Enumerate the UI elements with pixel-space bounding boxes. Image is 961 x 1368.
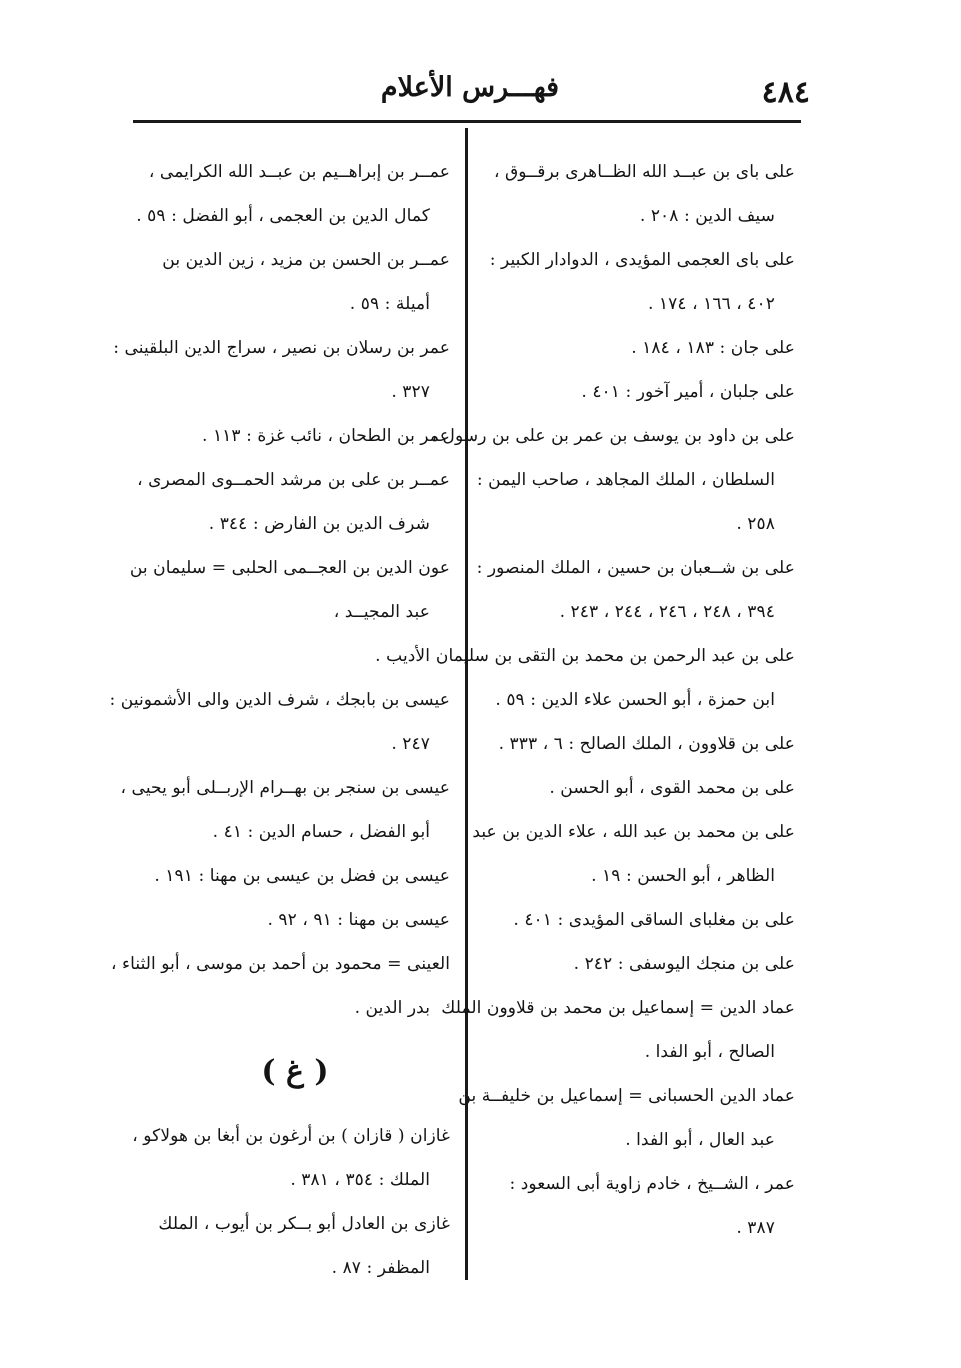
entry-continuation: شرف الدين بن الفارض : ٣٤٤ . — [208, 514, 430, 534]
index-entry — [129, 546, 450, 678]
right-column — [431, 150, 795, 1250]
page-number: ٤٨٤ — [761, 75, 810, 110]
index-entry — [495, 942, 795, 986]
index-entry — [495, 898, 795, 942]
index-entry — [120, 766, 450, 854]
entry-continuation: عبد العال ، أبو الفدا . — [625, 1130, 775, 1150]
index-entry — [431, 414, 795, 546]
entry-name: عماد الدين = إسماعيل بن محمد بن قلاوون الملك — [441, 998, 795, 1018]
entry-continuation: سيف الدين : ٢٠٨ . — [639, 206, 775, 226]
index-entry — [132, 1114, 450, 1202]
entry-name: عيسى بن بابجك ، شرف الدين والى الأشمونين : — [109, 690, 450, 710]
entry-continuation: أميلة : ٥٩ . — [349, 294, 430, 314]
entry-name: عمر بن الطحان ، نائب غزة : ١١٣ . — [202, 426, 450, 446]
index-entry — [140, 854, 450, 898]
entry-name: غازى بن العادل أبو بــكر بن أيوب ، الملك — [158, 1214, 450, 1234]
index-entry — [472, 810, 795, 898]
entry-name: على بن مغلباى الساقى المؤيدى : ٤٠١ . — [513, 910, 795, 930]
index-entry — [111, 942, 450, 1030]
index-entry — [495, 1162, 795, 1250]
entry-continuation: السلطان ، الملك المجاهد ، صاحب اليمن : — [476, 470, 775, 490]
index-entry — [495, 766, 795, 810]
entry-name: عون الدين بن العجــمى الحلبى = سليمان بن — [129, 558, 450, 578]
index-entry — [495, 722, 795, 766]
index-entry — [140, 238, 450, 326]
entry-name: عمر بن رسلان بن نصير ، سراج الدين البلقينى : — [113, 338, 450, 358]
index-entry — [489, 238, 795, 326]
index-entry — [495, 370, 795, 414]
entry-name: عمــر بن إبراهــيم بن عبــد الله الكرايمى ، — [148, 162, 450, 182]
index-entry — [458, 1074, 795, 1162]
entry-name: على بن شــعبان بن حسين ، الملك المنصور : — [476, 558, 795, 578]
index-entry — [140, 898, 450, 942]
entry-continuation: الملك : ٣٥٤ ، ٣٨١ . — [290, 1170, 430, 1190]
entry-continuation: ٢٥٨ . — [736, 514, 775, 534]
left-column — [109, 150, 450, 1290]
page-title: فهـــرس الأعلام — [380, 72, 560, 103]
entry-name: على بن منجك اليوسفى : ٢٤٢ . — [573, 954, 795, 974]
header-rule — [133, 120, 801, 123]
entry-continuation: ابن حمزة ، أبو الحسن علاء الدين : ٥٩ . — [495, 690, 775, 710]
entry-name: عمــر بن على بن مرشد الحمــوى المصرى ، — [137, 470, 450, 490]
entry-continuation: عبد المجيــد ، — [333, 602, 430, 622]
entry-continuation: أبو الفضل ، حسام الدين : ٤١ . — [212, 822, 430, 842]
index-entry — [476, 546, 795, 634]
entry-name: عمر ، الشــيخ ، خادم زاوية أبى السعود : — [509, 1174, 795, 1194]
entry-continuation: المظفر : ٨٧ . — [331, 1258, 430, 1278]
entry-name: على بن عبد الرحمن بن محمد بن التقى بن سليمان — [435, 646, 795, 666]
entry-name: على جان : ١٨٣ ، ١٨٤ . — [631, 338, 795, 358]
entry-name: على بن محمد بن عبد الله ، علاء الدين بن عبد — [472, 822, 795, 842]
entry-name: عمــر بن الحسن بن مزيد ، زين الدين بن — [162, 250, 450, 270]
entry-name: غازان ( قازان ) بن أرغون بن أبغا بن هولاكو ، — [132, 1126, 450, 1146]
entry-name: عيسى بن مهنا : ٩١ ، ٩٢ . — [267, 910, 450, 930]
section-heading: ( غ ) — [261, 1054, 329, 1089]
index-entry — [495, 150, 795, 238]
index-entry — [109, 678, 450, 766]
index-entry — [136, 150, 450, 238]
entry-continuation: ٣٢٧ . — [391, 382, 430, 402]
entry-name: على باى بن عبــد الله الظــاهرى برقــوق ، — [493, 162, 795, 182]
entry-name: على بن قلاوون ، الملك الصالح : ٦ ، ٣٣٣ . — [498, 734, 795, 754]
entry-continuation: ٣٩٤ ، ٢٤٨ ، ٢٤٦ ، ٢٤٤ ، ٢٤٣ . — [559, 602, 775, 622]
index-entry — [435, 634, 795, 722]
entry-continuation: ٣٨٧ . — [736, 1218, 775, 1238]
index-entry — [140, 1202, 450, 1290]
entry-continuation: ٢٤٧ . — [391, 734, 430, 754]
entry-continuation: كمال الدين بن العجمى ، أبو الفضل : ٥٩ . — [136, 206, 430, 226]
entry-continuation: بدر الدين . — [354, 998, 430, 1018]
index-entry — [137, 458, 450, 546]
entry-continuation: الأديب . — [375, 646, 430, 666]
entry-continuation: ٤٠٢ ، ١٦٦ ، ١٧٤ . — [647, 294, 775, 314]
entry-name: عيسى بن سنجر بن بهــرام الإربــلى أبو يحيى ، — [120, 778, 450, 798]
entry-name: عماد الدين الحسبانى = إسماعيل بن خليفــة بن — [458, 1086, 795, 1106]
entry-name: على بن داود بن يوسف بن عمر بن على بن رسول ، — [431, 426, 795, 446]
entry-name: على باى العجمى المؤيدى ، الدوادار الكبير : — [489, 250, 795, 270]
entry-continuation: الصالح ، أبو الفدا . — [644, 1042, 775, 1062]
entry-name: العينى = محمود بن أحمد بن موسى ، أبو الثناء ، — [111, 954, 450, 974]
entry-name: على جلبان ، أمير آخور : ٤٠١ . — [581, 382, 795, 402]
entry-continuation: الظاهر ، أبو الحسن : ١٩ . — [591, 866, 775, 886]
index-entry — [441, 986, 795, 1074]
entry-name: عيسى بن فضل بن عيسى بن مهنا : ١٩١ . — [154, 866, 450, 886]
entry-name: على بن محمد القوى ، أبو الحسن . — [549, 778, 795, 798]
index-entry — [140, 414, 450, 458]
index-entry — [495, 326, 795, 370]
index-entry — [113, 326, 450, 414]
